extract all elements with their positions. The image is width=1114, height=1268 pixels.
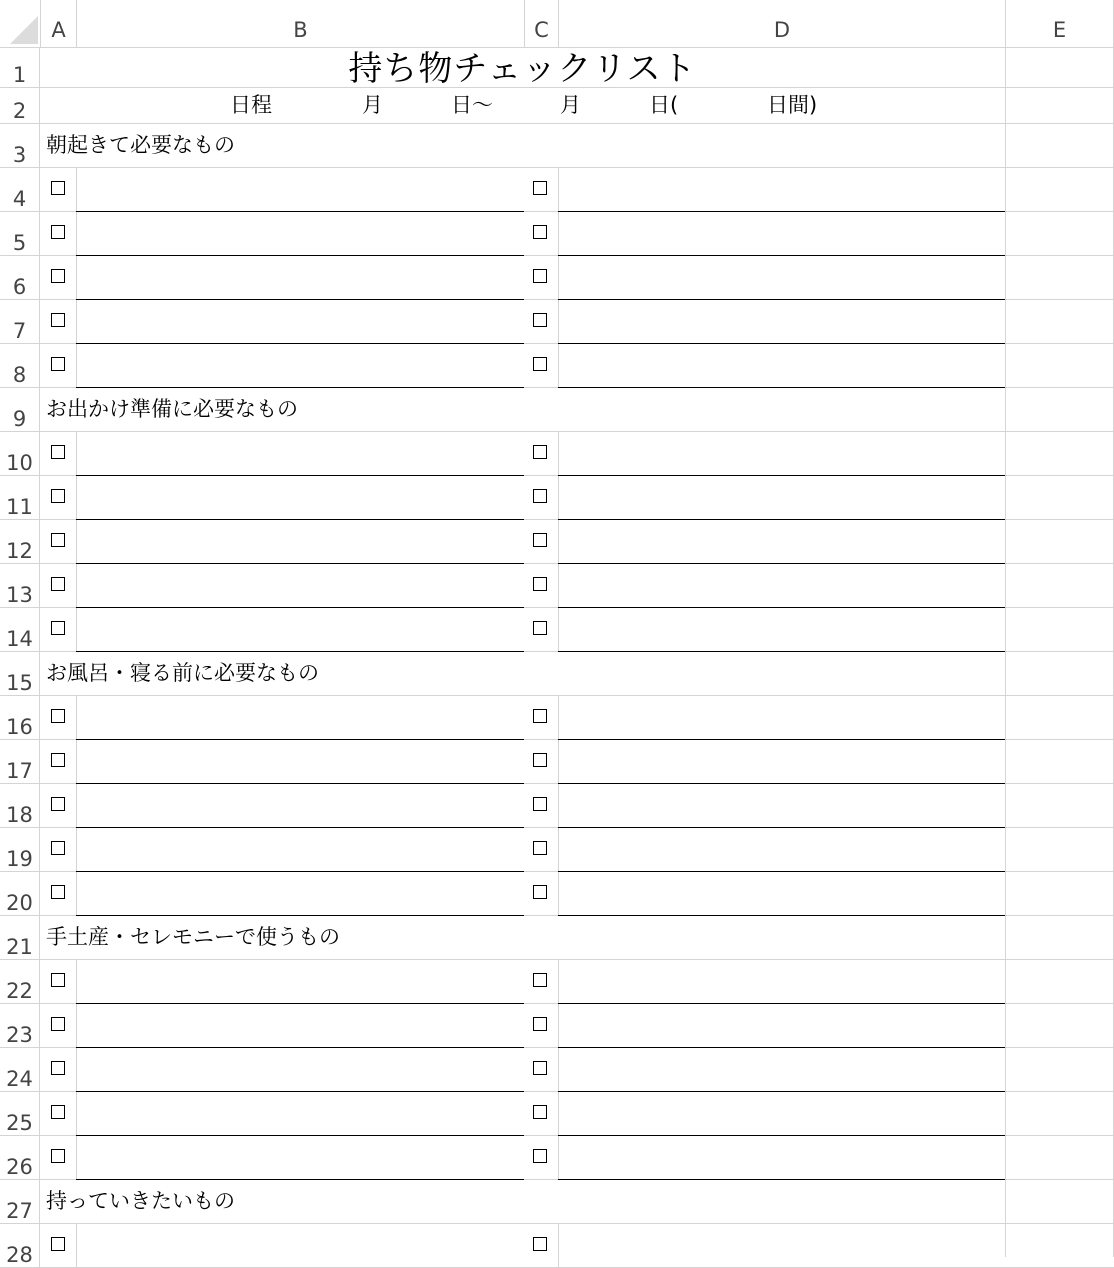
row-header-label: 11 — [6, 495, 33, 519]
row-header-label: 28 — [6, 1243, 33, 1267]
ballot-box-icon[interactable] — [533, 1149, 547, 1163]
row-header-10[interactable] — [0, 431, 40, 475]
ballot-box-icon[interactable] — [51, 709, 65, 723]
entry-field-right[interactable] — [558, 256, 1005, 298]
entry-field-left[interactable] — [76, 1224, 524, 1266]
ballot-box-icon[interactable] — [533, 885, 547, 899]
row-header-20[interactable] — [0, 871, 40, 915]
row-header-label: 5 — [12, 231, 27, 255]
entry-field-right[interactable] — [558, 1224, 1005, 1266]
entry-field-right[interactable] — [558, 564, 1005, 606]
entry-field-left[interactable] — [76, 872, 524, 914]
section-heading-bath-bedtime: お風呂・寝る前に必要なもの — [46, 661, 319, 685]
row-header-label: 6 — [12, 275, 27, 299]
row-header-label: 23 — [6, 1023, 33, 1047]
row-header-label: 17 — [6, 759, 33, 783]
entry-field-left[interactable] — [76, 1136, 524, 1178]
entry-field-left[interactable] — [76, 784, 524, 826]
ballot-box-icon[interactable] — [533, 753, 547, 767]
entry-underline — [76, 915, 524, 916]
ballot-box-icon[interactable] — [51, 1149, 65, 1163]
row-header-label: 21 — [6, 935, 33, 959]
row-header-24[interactable] — [0, 1047, 40, 1091]
row-header-8[interactable] — [0, 343, 40, 387]
ballot-box-icon[interactable] — [51, 533, 65, 547]
row-header-22[interactable] — [0, 959, 40, 1003]
entry-field-right[interactable] — [558, 740, 1005, 782]
ballot-box-icon[interactable] — [51, 885, 65, 899]
row-header-15[interactable] — [0, 651, 40, 695]
row-header-label: 14 — [6, 627, 33, 651]
entry-field-right[interactable] — [558, 696, 1005, 738]
row-header-label: 20 — [6, 891, 33, 915]
entry-field-right[interactable] — [558, 1092, 1005, 1134]
ballot-box-icon[interactable] — [533, 709, 547, 723]
entry-field-right[interactable] — [558, 168, 1005, 210]
ballot-box-icon[interactable] — [533, 1017, 547, 1031]
entry-field-right[interactable] — [558, 872, 1005, 914]
row-header-27[interactable] — [0, 1179, 40, 1223]
entry-field-right[interactable] — [558, 960, 1005, 1002]
ballot-box-icon[interactable] — [533, 1237, 547, 1251]
ballot-box-icon[interactable] — [51, 1105, 65, 1119]
row-header-6[interactable] — [0, 255, 40, 299]
ballot-box-icon[interactable] — [533, 313, 547, 327]
ballot-box-icon[interactable] — [533, 577, 547, 591]
column-header-d[interactable]: D — [558, 0, 1005, 47]
ballot-box-icon[interactable] — [51, 973, 65, 987]
select-all-corner[interactable] — [0, 0, 40, 47]
ballot-box-icon[interactable] — [51, 621, 65, 635]
row-header-label: 15 — [6, 671, 33, 695]
ballot-box-icon[interactable] — [533, 621, 547, 635]
entry-underline — [76, 387, 524, 388]
row-gridline — [0, 123, 1114, 124]
ballot-box-icon[interactable] — [533, 797, 547, 811]
row-header-label: 10 — [6, 451, 33, 475]
row-header-23[interactable] — [0, 1003, 40, 1047]
entry-field-right[interactable] — [558, 1136, 1005, 1178]
entry-field-right[interactable] — [558, 520, 1005, 562]
ballot-box-icon[interactable] — [51, 753, 65, 767]
entry-field-left[interactable] — [76, 828, 524, 870]
column-header-bar — [0, 0, 1114, 48]
row-header-label: 26 — [6, 1155, 33, 1179]
select-all-triangle-icon — [10, 16, 38, 44]
schedule-day-end: 日( — [649, 93, 679, 117]
entry-field-left[interactable] — [76, 300, 524, 342]
row-header-7[interactable] — [0, 299, 40, 343]
ballot-box-icon[interactable] — [533, 445, 547, 459]
ballot-box-icon[interactable] — [51, 1017, 65, 1031]
entry-field-left[interactable] — [76, 608, 524, 650]
entry-field-right[interactable] — [558, 828, 1005, 870]
entry-field-left[interactable] — [76, 256, 524, 298]
section-heading-morning: 朝起きて必要なもの — [46, 133, 235, 157]
ballot-box-icon[interactable] — [51, 577, 65, 591]
column-e-gridline — [1005, 47, 1006, 1257]
ballot-box-icon[interactable] — [533, 533, 547, 547]
entry-field-left[interactable] — [76, 1048, 524, 1090]
schedule-days: 日間) — [767, 93, 818, 117]
schedule-month-start: 月 — [362, 93, 383, 117]
schedule-month-end: 月 — [560, 93, 581, 117]
ballot-box-icon[interactable] — [533, 973, 547, 987]
ballot-box-icon[interactable] — [533, 841, 547, 855]
row-header-label: 7 — [12, 319, 27, 343]
row-header-14[interactable] — [0, 607, 40, 651]
entry-field-right[interactable] — [558, 476, 1005, 518]
row-header-4[interactable] — [0, 167, 40, 211]
row-header-28[interactable] — [0, 1223, 40, 1267]
entry-field-left[interactable] — [76, 476, 524, 518]
entry-field-left[interactable] — [76, 520, 524, 562]
row-header-label: 12 — [6, 539, 33, 563]
entry-field-left[interactable] — [76, 696, 524, 738]
row-header-label: 22 — [6, 979, 33, 1003]
ballot-box-icon[interactable] — [51, 269, 65, 283]
entry-field-right[interactable] — [558, 608, 1005, 650]
section-heading-going-out: お出かけ準備に必要なもの — [46, 397, 298, 421]
entry-underline — [76, 651, 524, 652]
row-header-label: 9 — [12, 407, 27, 431]
row-header-26[interactable] — [0, 1135, 40, 1179]
entry-field-left[interactable] — [76, 344, 524, 386]
row-header-13[interactable] — [0, 563, 40, 607]
row-header-21[interactable] — [0, 915, 40, 959]
row-header-label: 4 — [12, 187, 27, 211]
row-header-label: 3 — [12, 143, 27, 167]
entry-field-right[interactable] — [558, 300, 1005, 342]
ballot-box-icon[interactable] — [51, 357, 65, 371]
entry-underline — [558, 387, 1005, 388]
ballot-box-icon[interactable] — [51, 181, 65, 195]
row-header-label: 13 — [6, 583, 33, 607]
column-header-a[interactable]: A — [40, 0, 76, 47]
row-header-5[interactable] — [0, 211, 40, 255]
row-header-label: 25 — [6, 1111, 33, 1135]
row-header-label: 16 — [6, 715, 33, 739]
schedule-label: 日程 — [230, 93, 272, 117]
ballot-box-icon[interactable] — [533, 1105, 547, 1119]
column-header-e[interactable]: E — [1005, 0, 1114, 47]
ballot-box-icon[interactable] — [533, 181, 547, 195]
row-header-label: 19 — [6, 847, 33, 871]
entry-field-right[interactable] — [558, 784, 1005, 826]
section-heading-gifts-ceremony: 手土産・セレモニーで使うもの — [46, 925, 340, 949]
ballot-box-icon[interactable] — [533, 269, 547, 283]
entry-field-right[interactable] — [558, 212, 1005, 254]
schedule-day-start: 日〜 — [451, 93, 493, 117]
entry-underline — [558, 915, 1005, 916]
entry-field-left[interactable] — [76, 960, 524, 1002]
row-header-12[interactable] — [0, 519, 40, 563]
entry-field-left[interactable] — [76, 212, 524, 254]
entry-field-right[interactable] — [558, 344, 1005, 386]
ballot-box-icon[interactable] — [533, 1061, 547, 1075]
ballot-box-icon[interactable] — [51, 225, 65, 239]
ballot-box-icon[interactable] — [533, 357, 547, 371]
ballot-box-icon[interactable] — [51, 1237, 65, 1251]
entry-field-left[interactable] — [76, 564, 524, 606]
row-header-label: 2 — [12, 99, 27, 123]
row-header-19[interactable] — [0, 827, 40, 871]
entry-field-left[interactable] — [76, 1004, 524, 1046]
ballot-box-icon[interactable] — [51, 489, 65, 503]
row-header-3[interactable] — [0, 123, 40, 167]
entry-field-left[interactable] — [76, 740, 524, 782]
ballot-box-icon[interactable] — [51, 445, 65, 459]
column-header-b[interactable]: B — [76, 0, 524, 47]
row-header-11[interactable] — [0, 475, 40, 519]
row-header-2[interactable] — [0, 87, 40, 123]
entry-field-left[interactable] — [76, 432, 524, 474]
entry-underline — [558, 1179, 1005, 1180]
row-header-18[interactable] — [0, 783, 40, 827]
ballot-box-icon[interactable] — [51, 313, 65, 327]
entry-field-left[interactable] — [76, 1092, 524, 1134]
ballot-box-icon[interactable] — [533, 225, 547, 239]
entry-field-right[interactable] — [558, 1048, 1005, 1090]
ballot-box-icon[interactable] — [51, 1061, 65, 1075]
section-heading-want-to-bring: 持っていきたいもの — [46, 1189, 235, 1213]
ballot-box-icon[interactable] — [51, 841, 65, 855]
row-header-label: 24 — [6, 1067, 33, 1091]
row-header-1[interactable] — [0, 47, 40, 87]
entry-field-right[interactable] — [558, 432, 1005, 474]
sheet-title: 持ち物チェックリスト — [348, 49, 697, 89]
row-header-label: 8 — [12, 363, 27, 387]
ballot-box-icon[interactable] — [533, 489, 547, 503]
row-header-label: 18 — [6, 803, 33, 827]
row-header-label: 1 — [12, 63, 27, 87]
row-header-9[interactable] — [0, 387, 40, 431]
column-header-c[interactable]: C — [524, 0, 558, 47]
ballot-box-icon[interactable] — [51, 797, 65, 811]
entry-underline — [558, 651, 1005, 652]
entry-field-left[interactable] — [76, 168, 524, 210]
entry-underline — [76, 1179, 524, 1180]
entry-field-right[interactable] — [558, 1004, 1005, 1046]
row-header-25[interactable] — [0, 1091, 40, 1135]
row-header-16[interactable] — [0, 695, 40, 739]
row-header-17[interactable] — [0, 739, 40, 783]
row-header-label: 27 — [6, 1199, 33, 1223]
